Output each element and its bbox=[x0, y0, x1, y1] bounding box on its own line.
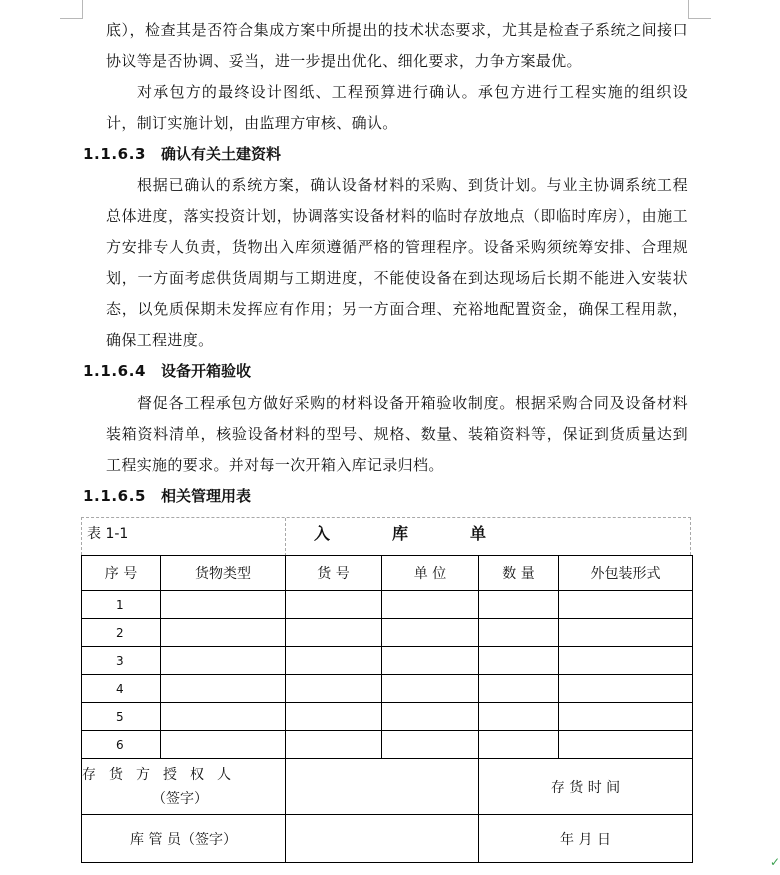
heading-title: 设备开箱验收 bbox=[161, 362, 252, 380]
table-row bbox=[82, 619, 693, 647]
warehouse-receipt-table bbox=[81, 555, 693, 863]
table-cell[interactable] bbox=[286, 675, 382, 703]
heading-1-1-6-3 bbox=[83, 139, 281, 170]
table-label: 表 1-1 bbox=[87, 526, 129, 542]
table-row bbox=[82, 703, 693, 731]
table-cell[interactable] bbox=[479, 591, 559, 619]
column-header-quantity: 数 量 bbox=[479, 556, 559, 591]
table-title: 入库单 bbox=[314, 524, 549, 543]
heading-number: 1.1.6.3 bbox=[83, 145, 147, 163]
table-cell[interactable] bbox=[286, 591, 382, 619]
row-number: 4 bbox=[82, 675, 161, 703]
table-cell[interactable] bbox=[161, 731, 286, 759]
heading-number: 1.1.6.4 bbox=[83, 362, 147, 380]
row-number: 5 bbox=[82, 703, 161, 731]
caption-divider bbox=[285, 518, 286, 556]
depositor-label-line1: 存货方授权人 bbox=[82, 766, 244, 783]
table-cell[interactable] bbox=[382, 703, 479, 731]
table-cell[interactable] bbox=[559, 619, 693, 647]
crop-mark-right bbox=[688, 0, 711, 19]
row-number: 3 bbox=[82, 647, 161, 675]
table-cell[interactable] bbox=[286, 703, 382, 731]
paragraph-unpacking-inspection: 督促各工程承包方做好采购的材料设备开箱验收制度。根据采购合同及设备材料装箱资料清单，核验设备材料的型号、规格、数量、装箱资料等，保证到货质量达到工程实施的要求。并对每一次开箱入库记录归档。 bbox=[106, 394, 688, 474]
table-row bbox=[82, 647, 693, 675]
table-cell[interactable] bbox=[559, 647, 693, 675]
crop-mark-left bbox=[60, 0, 83, 19]
deposit-time-label: 存 货 时 间 bbox=[479, 759, 693, 815]
table-cell[interactable] bbox=[382, 731, 479, 759]
heading-title: 确认有关土建资料 bbox=[161, 145, 282, 163]
row-number: 2 bbox=[82, 619, 161, 647]
table-caption-row bbox=[81, 517, 691, 555]
column-header-goods-type: 货物类型 bbox=[161, 556, 286, 591]
table-cell[interactable] bbox=[161, 619, 286, 647]
signoff-row-depositor bbox=[82, 759, 693, 815]
table-cell[interactable] bbox=[559, 591, 693, 619]
table-cell[interactable] bbox=[559, 703, 693, 731]
table-cell[interactable] bbox=[382, 647, 479, 675]
table-header-row bbox=[82, 556, 693, 591]
paragraph-material-procurement: 根据已确认的系统方案，确认设备材料的采购、到货计划。与业主协调系统工程总体进度，落实投资计划，协调落实设备材料的临时存放地点（即临时库房），由施工方安排专人负责，货物出入库须遵循严格的管理程序。设备采购须统筹安排、合理规划，一方面考虑供货周期与工期进度，不能使设备在到达现场后长期不能进入安装状态，以免质保期未发挥应有作用；另一方面合理、充裕地配置资金，确保工程用款，确保工程进度。 bbox=[106, 176, 688, 349]
table-cell[interactable] bbox=[479, 647, 559, 675]
table-cell[interactable] bbox=[286, 731, 382, 759]
heading-1-1-6-4 bbox=[83, 356, 251, 387]
table-cell[interactable] bbox=[161, 591, 286, 619]
heading-number: 1.1.6.5 bbox=[83, 487, 147, 505]
table-row bbox=[82, 731, 693, 759]
table-cell[interactable] bbox=[161, 703, 286, 731]
table-row bbox=[82, 675, 693, 703]
column-header-serial: 序 号 bbox=[82, 556, 161, 591]
depositor-signature-field[interactable] bbox=[286, 759, 479, 815]
depositor-label-line2: （签字） bbox=[152, 790, 208, 807]
ime-status-icon: ✓ bbox=[770, 855, 780, 869]
heading-1-1-6-5 bbox=[83, 481, 251, 512]
heading-title: 相关管理用表 bbox=[161, 487, 252, 505]
table-cell[interactable] bbox=[286, 619, 382, 647]
table-cell[interactable] bbox=[382, 591, 479, 619]
table-cell[interactable] bbox=[161, 675, 286, 703]
table-cell[interactable] bbox=[479, 703, 559, 731]
date-field[interactable]: 年 月 日 bbox=[479, 815, 693, 863]
table-cell[interactable] bbox=[479, 731, 559, 759]
keeper-signature-label: 库 管 员（签字） bbox=[82, 815, 286, 863]
table-cell[interactable] bbox=[286, 647, 382, 675]
column-header-unit: 单 位 bbox=[382, 556, 479, 591]
keeper-signature-field[interactable] bbox=[286, 815, 479, 863]
signoff-row-keeper bbox=[82, 815, 693, 863]
table-cell[interactable] bbox=[382, 675, 479, 703]
column-header-packaging: 外包装形式 bbox=[559, 556, 693, 591]
column-header-item-number: 货 号 bbox=[286, 556, 382, 591]
table-row bbox=[82, 591, 693, 619]
row-number: 1 bbox=[82, 591, 161, 619]
table-cell[interactable] bbox=[479, 675, 559, 703]
paragraph-plan-review: 底），检查其是否符合集成方案中所提出的技术状态要求，尤其是检查子系统之间接口协议等是否协调、妥当，进一步提出优化、细化要求，力争方案最优。 bbox=[106, 21, 688, 70]
row-number: 6 bbox=[82, 731, 161, 759]
table-cell[interactable] bbox=[382, 619, 479, 647]
table-cell[interactable] bbox=[559, 675, 693, 703]
table-cell[interactable] bbox=[559, 731, 693, 759]
paragraph-design-confirmation: 对承包方的最终设计图纸、工程预算进行确认。承包方进行工程实施的组织设计，制订实施计划，由监理方审核、确认。 bbox=[106, 83, 688, 132]
table-cell[interactable] bbox=[479, 619, 559, 647]
depositor-signature-label bbox=[82, 759, 286, 815]
table-cell[interactable] bbox=[161, 647, 286, 675]
